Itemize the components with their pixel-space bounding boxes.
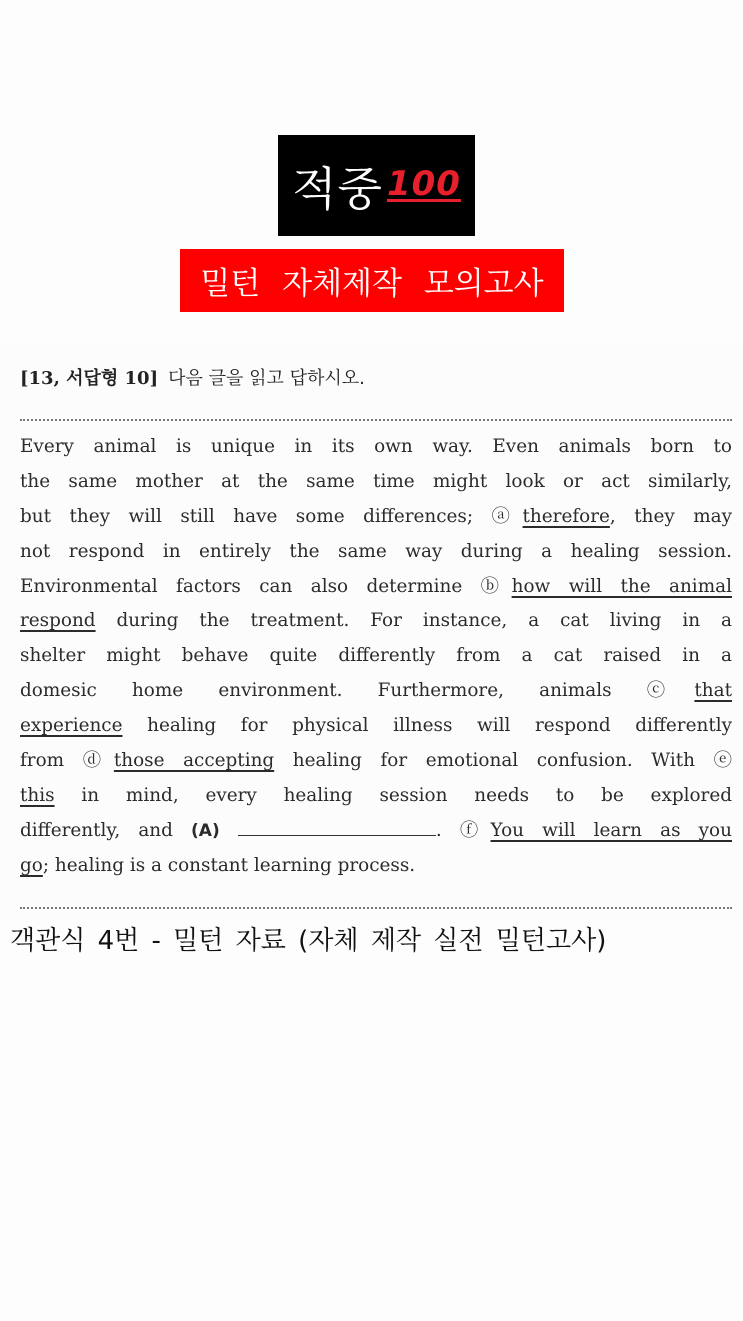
passage-text: , they may [609,505,732,527]
passage-line [20,604,732,639]
underlined-d: those accepting [113,750,275,772]
passage-text: healing for physical illness will respond differently [122,715,732,737]
top-divider [20,419,732,421]
question-number: [13, 서답형 10] [20,368,159,389]
underlined-e: this [20,784,55,806]
passage-line [20,849,732,884]
passage-text: shelter might behave quite differently from a cat raised in a [20,645,732,667]
passage-line [20,500,732,535]
passage-text: in mind, every healing session needs to be explored [54,784,732,806]
passage-line [20,779,732,814]
passage-text: not respond in entirely the same way during a healing session. [20,540,732,562]
passage-text: differently, and [20,819,192,841]
blank-label-a: (A) [191,820,220,841]
underlined-c: that [694,680,732,702]
hit-label: 적중 [292,161,383,216]
passage-text: ; healing is a constant learning process. [42,854,416,876]
passage-text: domesic home environment. Furthermore, animals ⓒ [20,680,695,702]
caption: 객관식 4번 - 밀턴 자료 (자체 제작 실전 밀턴고사) [10,926,607,956]
passage-line [20,814,732,849]
passage-line [20,709,732,744]
passage-line [20,570,732,605]
passage-line [20,744,732,779]
underlined-c-cont: experience [20,715,123,737]
passage-line [20,639,732,674]
passage-text: the same mother at the same time might look or act similarly, [20,470,732,492]
passage-text: during the treatment. For instance, a cat living in a [95,610,732,632]
question-prompt: 다음 글을 읽고 답하시오. [168,368,365,389]
underlined-a: therefore [522,505,610,527]
passage-line [20,430,732,465]
bottom-divider [20,907,732,909]
hundred-points-icon: 100 [386,163,461,204]
underlined-f: You will learn as you [490,819,732,841]
passage-text: from ⓓ [20,750,114,772]
underlined-b: how will the animal [511,575,732,597]
question-header [20,364,365,390]
underlined-b-cont: respond [20,610,96,632]
hit-badge [278,135,475,236]
passage-text: Every animal is unique in its own way. Even animals born to [20,436,732,457]
passage-text: . ⓕ [435,819,491,841]
passage-text: but they will still have some differences; ⓐ [20,505,523,527]
passage-text: Environmental factors can also determine ⓑ [20,575,512,597]
passage-line [20,674,732,709]
answer-blank [238,815,436,836]
passage-line [20,535,732,570]
passage-line [20,465,732,500]
passage [20,430,732,884]
passage-text: healing for emotional confusion. With ⓔ [274,750,732,772]
subtitle-badge: 밀턴 자체제작 모의고사 [180,249,564,312]
underlined-f-cont: go [20,854,43,876]
